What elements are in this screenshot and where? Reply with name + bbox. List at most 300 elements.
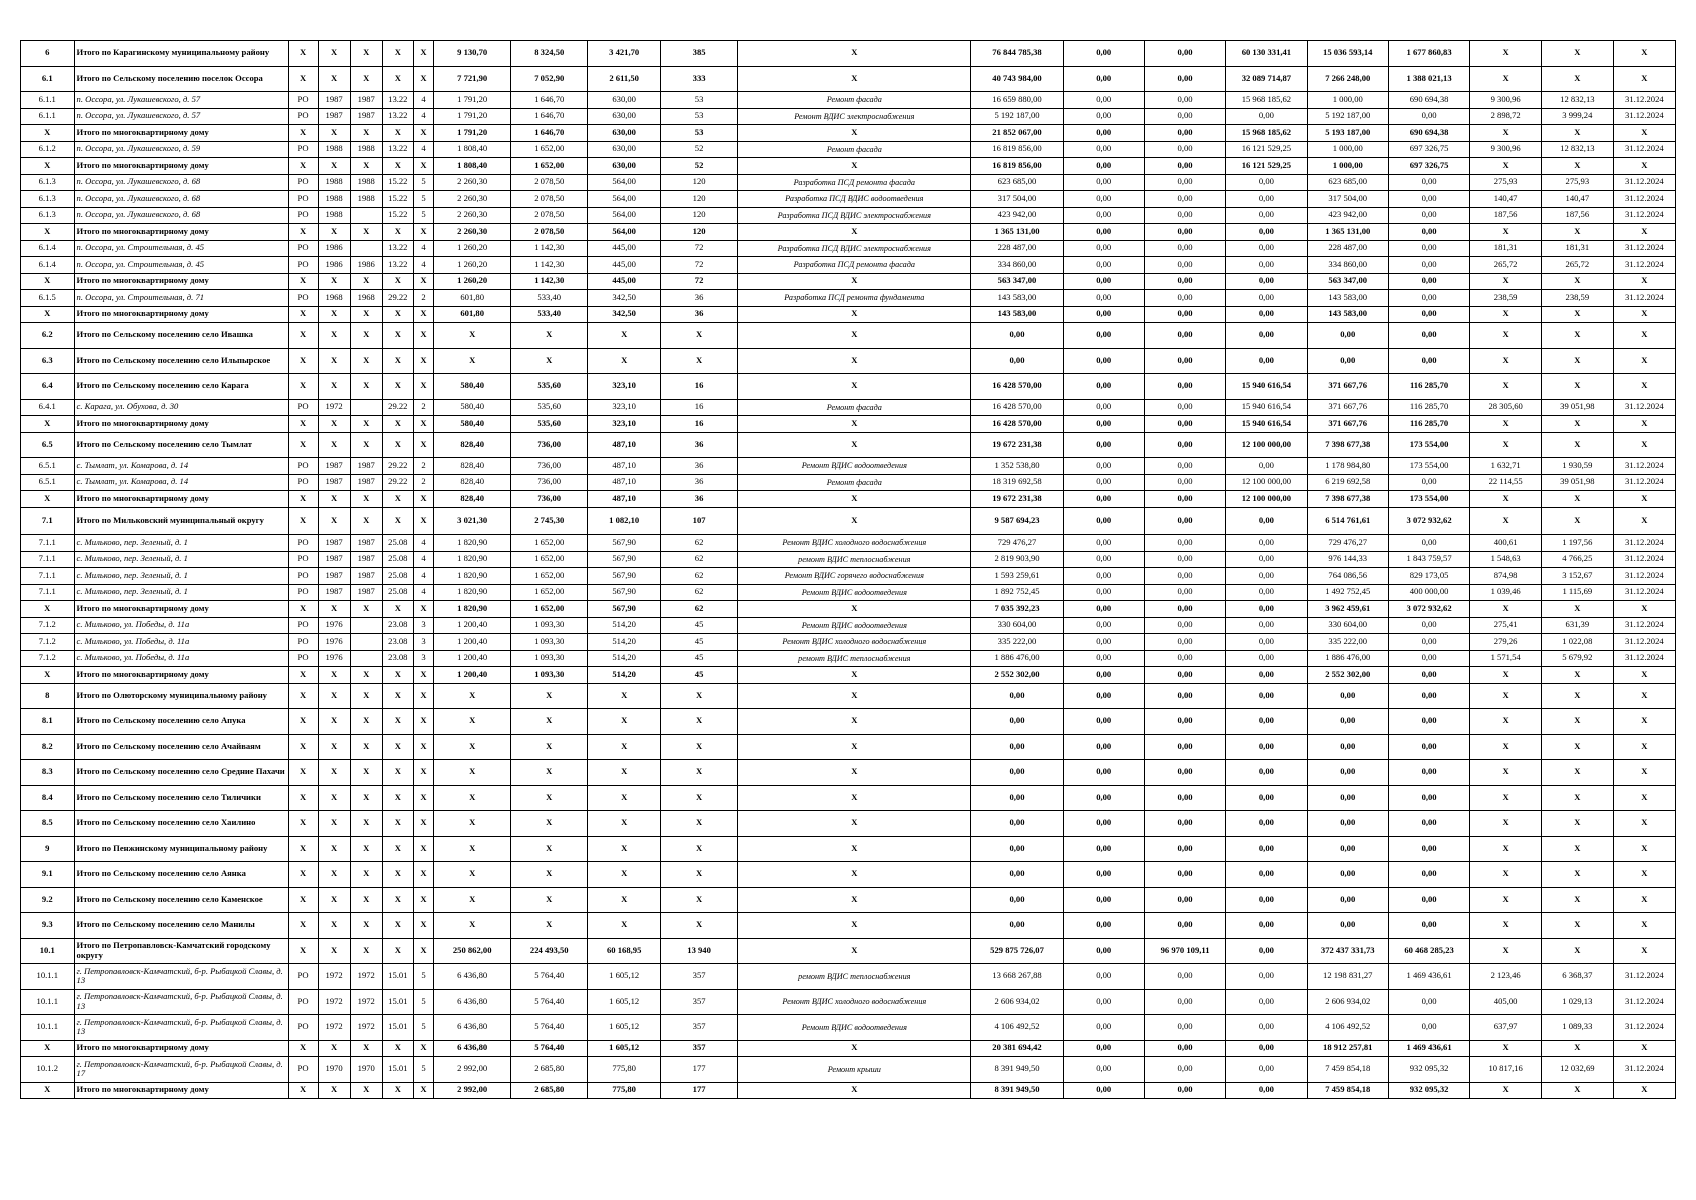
table-cell xyxy=(350,650,382,667)
table-cell: Итого по Сельскому поселению село Ачайваям xyxy=(74,734,288,760)
table-cell: 15 940 616,54 xyxy=(1226,399,1307,416)
table-cell: X xyxy=(1541,709,1613,735)
table-cell: X xyxy=(350,836,382,862)
table-cell: г. Петропавловск-Камчатский, б-р. Рыбацкой Славы, д. 13 xyxy=(74,989,288,1015)
table-cell: 265,72 xyxy=(1470,257,1542,274)
table-cell: п. Оссора, ул. Лукашевского, д. 68 xyxy=(74,174,288,191)
table-cell: 828,40 xyxy=(434,491,511,508)
table-cell: X xyxy=(318,348,350,374)
table-cell: 60 468 285,23 xyxy=(1388,938,1469,964)
table-cell: X xyxy=(288,374,318,400)
table-cell: 187,56 xyxy=(1541,207,1613,224)
table-cell: 0,00 xyxy=(1226,257,1307,274)
table-cell: 10.1.1 xyxy=(21,1015,75,1041)
table-cell xyxy=(350,207,382,224)
table-cell: 143 583,00 xyxy=(971,290,1063,307)
table-cell: X xyxy=(318,323,350,349)
table-cell: 0,00 xyxy=(1388,836,1469,862)
table-cell: 1987 xyxy=(318,551,350,568)
table-cell: X xyxy=(288,158,318,175)
table-cell: 2 685,80 xyxy=(511,1057,588,1083)
table-cell: 0,00 xyxy=(1063,207,1144,224)
table-cell: 335 222,00 xyxy=(1307,634,1388,651)
table-cell: 4 106 492,52 xyxy=(1307,1015,1388,1041)
table-cell: 12 832,13 xyxy=(1541,92,1613,109)
table-cell: 3 152,67 xyxy=(1541,568,1613,585)
table-row xyxy=(21,568,1676,585)
table-cell: 0,00 xyxy=(1144,108,1225,125)
table-cell: X xyxy=(21,667,75,684)
table-cell: X xyxy=(1613,41,1675,67)
table-cell: 1 548,63 xyxy=(1470,551,1542,568)
table-cell: X xyxy=(1613,938,1675,964)
table-cell: 1 646,70 xyxy=(511,108,588,125)
table-cell: 7.1.2 xyxy=(21,634,75,651)
table-cell: с. Мильково, ул. Победы, д. 11а xyxy=(74,634,288,651)
table-cell: 1 652,00 xyxy=(511,551,588,568)
table-cell: Итого по многоквартирному дому xyxy=(74,125,288,142)
table-cell: 333 xyxy=(661,66,738,92)
table-cell: X xyxy=(588,862,661,888)
table-cell: 0,00 xyxy=(1063,584,1144,601)
table-cell: 2 078,50 xyxy=(511,224,588,241)
table-cell: X xyxy=(738,709,971,735)
table-cell: X xyxy=(1541,667,1613,684)
table-cell: РО xyxy=(288,535,318,552)
table-cell: X xyxy=(1470,785,1542,811)
table-cell: 15.01 xyxy=(382,989,413,1015)
table-cell: 0,00 xyxy=(1144,1015,1225,1041)
table-cell: 120 xyxy=(661,174,738,191)
table-cell: 52 xyxy=(661,158,738,175)
table-cell: 623 685,00 xyxy=(1307,174,1388,191)
table-cell: X xyxy=(588,323,661,349)
table-cell: X xyxy=(588,811,661,837)
table-cell: X xyxy=(1613,1082,1675,1099)
table-cell: 729 476,27 xyxy=(971,535,1063,552)
table-cell: 120 xyxy=(661,207,738,224)
table-cell: X xyxy=(661,760,738,786)
table-cell: 1 200,40 xyxy=(434,667,511,684)
table-cell: 0,00 xyxy=(1063,1057,1144,1083)
table-cell: X xyxy=(511,836,588,862)
table-row xyxy=(21,458,1676,475)
table-cell: 2 123,46 xyxy=(1470,964,1542,990)
table-cell: X xyxy=(350,432,382,458)
table-cell: X xyxy=(350,125,382,142)
table-cell: 36 xyxy=(661,458,738,475)
table-cell: 0,00 xyxy=(1144,535,1225,552)
table-cell: X xyxy=(382,683,413,709)
table-cell: 1988 xyxy=(318,174,350,191)
table-cell: 72 xyxy=(661,257,738,274)
table-cell: X xyxy=(1470,323,1542,349)
table-cell: 36 xyxy=(661,290,738,307)
table-cell: 828,40 xyxy=(434,432,511,458)
table-cell: 0,00 xyxy=(1226,650,1307,667)
table-cell: 0,00 xyxy=(1063,374,1144,400)
table-cell: X xyxy=(413,734,433,760)
table-cell: X xyxy=(382,158,413,175)
table-cell: 1988 xyxy=(350,191,382,208)
table-cell: 20 381 694,42 xyxy=(971,1040,1063,1057)
table-cell: 2 xyxy=(413,474,433,491)
table-cell: X xyxy=(1470,158,1542,175)
table-cell: 0,00 xyxy=(971,811,1063,837)
table-cell: 567,90 xyxy=(588,551,661,568)
table-cell: X xyxy=(738,938,971,964)
table-cell: X xyxy=(738,348,971,374)
table-cell: г. Петропавловск-Камчатский, б-р. Рыбацкой Славы, д. 17 xyxy=(74,1057,288,1083)
table-cell: 874,98 xyxy=(1470,568,1542,585)
table-cell: 4 xyxy=(413,568,433,585)
table-cell: X xyxy=(1541,374,1613,400)
table-cell: X xyxy=(588,887,661,913)
table-row xyxy=(21,1015,1676,1041)
table-cell: 3 xyxy=(413,634,433,651)
table-cell: 690 694,38 xyxy=(1388,125,1469,142)
table-cell: 1 646,70 xyxy=(511,125,588,142)
table-cell: 580,40 xyxy=(434,416,511,433)
table-cell: 0,00 xyxy=(971,887,1063,913)
table-cell: 12 100 000,00 xyxy=(1226,491,1307,508)
table-cell: 487,10 xyxy=(588,432,661,458)
table-cell: X xyxy=(288,66,318,92)
table-cell: 5 xyxy=(413,989,433,1015)
table-cell: X xyxy=(318,66,350,92)
table-cell: 5 193 187,00 xyxy=(1307,125,1388,142)
table-row xyxy=(21,584,1676,601)
table-cell: 0,00 xyxy=(1388,174,1469,191)
table-cell: X xyxy=(511,913,588,939)
table-cell: 487,10 xyxy=(588,474,661,491)
table-cell: 36 xyxy=(661,491,738,508)
table-cell: 0,00 xyxy=(1063,92,1144,109)
table-cell: 0,00 xyxy=(1388,191,1469,208)
table-cell: РО xyxy=(288,634,318,651)
table-cell: 275,93 xyxy=(1541,174,1613,191)
table-cell: 1 260,20 xyxy=(434,273,511,290)
table-cell: 7 266 248,00 xyxy=(1307,66,1388,92)
table-cell: 9 587 694,23 xyxy=(971,507,1063,535)
table-cell: X xyxy=(413,683,433,709)
table-cell: X xyxy=(1470,667,1542,684)
table-cell: X xyxy=(350,760,382,786)
table-cell: X xyxy=(413,491,433,508)
table-cell: Итого по многоквартирному дому xyxy=(74,667,288,684)
table-cell: 31.12.2024 xyxy=(1613,535,1675,552)
table-cell: X xyxy=(318,887,350,913)
table-cell: X xyxy=(413,273,433,290)
table-cell: 0,00 xyxy=(1063,811,1144,837)
table-cell: 4 xyxy=(413,141,433,158)
table-cell: 1 652,00 xyxy=(511,584,588,601)
table-cell: X xyxy=(1470,811,1542,837)
table-cell: X xyxy=(588,785,661,811)
table-cell: 0,00 xyxy=(971,862,1063,888)
table-cell: X xyxy=(738,760,971,786)
table-row xyxy=(21,399,1676,416)
table-cell: 1987 xyxy=(318,474,350,491)
table-cell: Ремонт ВДИС горячего водоснабжения xyxy=(738,568,971,585)
table-row xyxy=(21,191,1676,208)
table-cell: 0,00 xyxy=(1226,811,1307,837)
table-cell: 0,00 xyxy=(1226,458,1307,475)
table-cell: 0,00 xyxy=(1226,323,1307,349)
table-cell: X xyxy=(350,66,382,92)
table-cell: 514,20 xyxy=(588,667,661,684)
table-cell: X xyxy=(1541,760,1613,786)
table-cell: 0,00 xyxy=(1226,1015,1307,1041)
table-cell: 0,00 xyxy=(1063,989,1144,1015)
table-cell: X xyxy=(382,734,413,760)
table-cell: 29.22 xyxy=(382,399,413,416)
table-cell: 9 300,96 xyxy=(1470,141,1542,158)
table-cell: X xyxy=(318,491,350,508)
table-cell: 15.01 xyxy=(382,964,413,990)
table-cell: 0,00 xyxy=(1144,862,1225,888)
table-cell: X xyxy=(1470,760,1542,786)
table-row xyxy=(21,650,1676,667)
table-cell: X xyxy=(318,273,350,290)
table-cell: 5 764,40 xyxy=(511,1015,588,1041)
table-cell: 567,90 xyxy=(588,535,661,552)
table-cell: X xyxy=(434,811,511,837)
table-cell: 323,10 xyxy=(588,416,661,433)
table-cell: 10.1 xyxy=(21,938,75,964)
table-cell: 0,00 xyxy=(1144,913,1225,939)
table-cell: 0,00 xyxy=(1388,862,1469,888)
table-cell: РО xyxy=(288,174,318,191)
table-cell: 28 305,60 xyxy=(1470,399,1542,416)
table-cell: 0,00 xyxy=(1144,158,1225,175)
table-cell: 0,00 xyxy=(1226,836,1307,862)
table-cell: X xyxy=(318,836,350,862)
table-cell: 62 xyxy=(661,601,738,618)
table-cell: X xyxy=(1613,158,1675,175)
table-cell: 45 xyxy=(661,617,738,634)
table-cell: 2 260,30 xyxy=(434,191,511,208)
table-cell: 0,00 xyxy=(1307,348,1388,374)
table-cell: X xyxy=(738,507,971,535)
table-cell: 13.22 xyxy=(382,240,413,257)
table-cell: 0,00 xyxy=(1063,964,1144,990)
table-row xyxy=(21,174,1676,191)
table-cell: X xyxy=(318,667,350,684)
table-cell: 238,59 xyxy=(1541,290,1613,307)
table-cell: 116 285,70 xyxy=(1388,374,1469,400)
table-cell: X xyxy=(511,683,588,709)
table-cell: 32 089 714,87 xyxy=(1226,66,1307,92)
table-cell: X xyxy=(350,811,382,837)
table-cell: 2 992,00 xyxy=(434,1057,511,1083)
table-row xyxy=(21,989,1676,1015)
table-cell: 12 100 000,00 xyxy=(1226,474,1307,491)
table-cell: 1 115,69 xyxy=(1541,584,1613,601)
table-cell: X xyxy=(1613,601,1675,618)
table-cell: 6 436,80 xyxy=(434,989,511,1015)
table-cell: 0,00 xyxy=(1144,348,1225,374)
table-cell: 1 843 759,57 xyxy=(1388,551,1469,568)
table-cell: 514,20 xyxy=(588,650,661,667)
table-cell: X xyxy=(382,491,413,508)
table-cell: X xyxy=(738,125,971,142)
table-cell: 1 093,30 xyxy=(511,667,588,684)
table-cell: X xyxy=(661,734,738,760)
table-cell: 107 xyxy=(661,507,738,535)
table-cell: 1987 xyxy=(350,474,382,491)
house-subtotal-row xyxy=(21,601,1676,618)
table-cell: 4 xyxy=(413,551,433,568)
table-cell: X xyxy=(511,785,588,811)
table-cell: X xyxy=(661,811,738,837)
table-cell: п. Оссора, ул. Лукашевского, д. 68 xyxy=(74,207,288,224)
table-cell: 13.22 xyxy=(382,92,413,109)
table-cell: 0,00 xyxy=(1144,174,1225,191)
table-cell: X xyxy=(288,811,318,837)
table-cell: X xyxy=(1613,348,1675,374)
table-cell: 6.5.1 xyxy=(21,474,75,491)
table-cell: 0,00 xyxy=(1388,734,1469,760)
table-cell: Итого по Сельскому поселению село Хаилино xyxy=(74,811,288,837)
table-cell: 1968 xyxy=(318,290,350,307)
table-cell: 0,00 xyxy=(1388,207,1469,224)
table-cell: Итого по Пенжинскому муниципальному району xyxy=(74,836,288,862)
table-cell: X xyxy=(382,432,413,458)
table-cell: Итого по Сельскому поселению село Средние Пахачи xyxy=(74,760,288,786)
table-cell: 1 646,70 xyxy=(511,92,588,109)
table-cell: 0,00 xyxy=(1144,125,1225,142)
table-row xyxy=(21,535,1676,552)
table-cell: 173 554,00 xyxy=(1388,432,1469,458)
table-cell: 357 xyxy=(661,1015,738,1041)
table-cell: X xyxy=(434,709,511,735)
table-cell: 12 032,69 xyxy=(1541,1057,1613,1083)
table-cell: X xyxy=(1541,491,1613,508)
table-cell: 6 514 761,61 xyxy=(1307,507,1388,535)
table-cell: 4 106 492,52 xyxy=(971,1015,1063,1041)
table-cell: X xyxy=(661,348,738,374)
table-cell: 0,00 xyxy=(1063,709,1144,735)
table-cell: 445,00 xyxy=(588,240,661,257)
table-cell: 9.3 xyxy=(21,913,75,939)
table-cell: 23.08 xyxy=(382,650,413,667)
table-cell: 0,00 xyxy=(1063,650,1144,667)
table-row xyxy=(21,240,1676,257)
table-cell: 0,00 xyxy=(1307,862,1388,888)
table-cell: X xyxy=(413,507,433,535)
table-cell: 31.12.2024 xyxy=(1613,240,1675,257)
table-cell: 0,00 xyxy=(1388,785,1469,811)
table-cell: X xyxy=(413,760,433,786)
table-cell: 690 694,38 xyxy=(1388,92,1469,109)
table-cell: 0,00 xyxy=(1388,240,1469,257)
table-row xyxy=(21,1057,1676,1083)
table-cell: 16 xyxy=(661,399,738,416)
table-cell: 0,00 xyxy=(971,734,1063,760)
table-cell: 16 819 856,00 xyxy=(971,158,1063,175)
table-cell: 0,00 xyxy=(1063,535,1144,552)
table-cell: X xyxy=(413,709,433,735)
table-cell: Итого по многоквартирному дому xyxy=(74,158,288,175)
table-cell: 0,00 xyxy=(1307,913,1388,939)
table-cell: 0,00 xyxy=(1144,601,1225,618)
table-row xyxy=(21,634,1676,651)
table-cell: 29.22 xyxy=(382,290,413,307)
table-cell: X xyxy=(1541,41,1613,67)
table-cell: X xyxy=(1541,601,1613,618)
table-cell: 0,00 xyxy=(1063,683,1144,709)
table-cell: X xyxy=(1613,734,1675,760)
table-cell: 1 093,30 xyxy=(511,650,588,667)
table-cell: 0,00 xyxy=(1226,989,1307,1015)
table-cell: X xyxy=(350,158,382,175)
table-cell: X xyxy=(1470,913,1542,939)
table-cell: 53 xyxy=(661,92,738,109)
table-cell: 0,00 xyxy=(1063,158,1144,175)
table-cell: Разработка ПСД ВДИС водоотведения xyxy=(738,191,971,208)
table-cell: 0,00 xyxy=(1307,811,1388,837)
table-cell: 2 685,80 xyxy=(511,1082,588,1099)
table-cell: 0,00 xyxy=(1063,1015,1144,1041)
table-cell: X xyxy=(413,66,433,92)
table-cell: РО xyxy=(288,108,318,125)
table-cell: Ремонт ВДИС водоотведения xyxy=(738,584,971,601)
table-cell: 31.12.2024 xyxy=(1613,458,1675,475)
table-cell: 0,00 xyxy=(1144,273,1225,290)
table-cell: 0,00 xyxy=(971,348,1063,374)
table-cell: 23.08 xyxy=(382,634,413,651)
table-cell: X xyxy=(318,416,350,433)
table-cell: X xyxy=(434,785,511,811)
table-cell: X xyxy=(1613,667,1675,684)
table-cell: 0,00 xyxy=(1063,634,1144,651)
table-cell: 7.1.2 xyxy=(21,617,75,634)
table-cell: 1987 xyxy=(350,551,382,568)
table-row xyxy=(21,207,1676,224)
house-subtotal-row xyxy=(21,125,1676,142)
table-cell: X xyxy=(1613,432,1675,458)
table-cell: X xyxy=(1541,887,1613,913)
table-cell: 0,00 xyxy=(1063,141,1144,158)
table-cell: 0,00 xyxy=(1388,348,1469,374)
table-cell: X xyxy=(288,913,318,939)
table-cell: 631,39 xyxy=(1541,617,1613,634)
table-cell: 0,00 xyxy=(1144,836,1225,862)
table-cell: X xyxy=(1541,273,1613,290)
table-cell: 0,00 xyxy=(1226,240,1307,257)
table-cell: 31.12.2024 xyxy=(1613,474,1675,491)
table-cell: 0,00 xyxy=(1144,399,1225,416)
table-cell: 238,59 xyxy=(1470,290,1542,307)
table-cell: X xyxy=(1541,306,1613,323)
table-cell: X xyxy=(511,734,588,760)
table-cell: 21 852 067,00 xyxy=(971,125,1063,142)
table-cell: X xyxy=(738,41,971,67)
table-cell: 0,00 xyxy=(1063,913,1144,939)
table-cell: 0,00 xyxy=(1144,709,1225,735)
table-cell: 371 667,76 xyxy=(1307,416,1388,433)
table-cell: X xyxy=(382,348,413,374)
table-cell: 0,00 xyxy=(1063,191,1144,208)
table-cell: X xyxy=(382,273,413,290)
table-cell: 16 659 880,00 xyxy=(971,92,1063,109)
table-cell: 1 260,20 xyxy=(434,257,511,274)
table-cell: X xyxy=(413,836,433,862)
table-cell: 31.12.2024 xyxy=(1613,634,1675,651)
table-cell: X xyxy=(738,323,971,349)
table-cell: 342,50 xyxy=(588,306,661,323)
